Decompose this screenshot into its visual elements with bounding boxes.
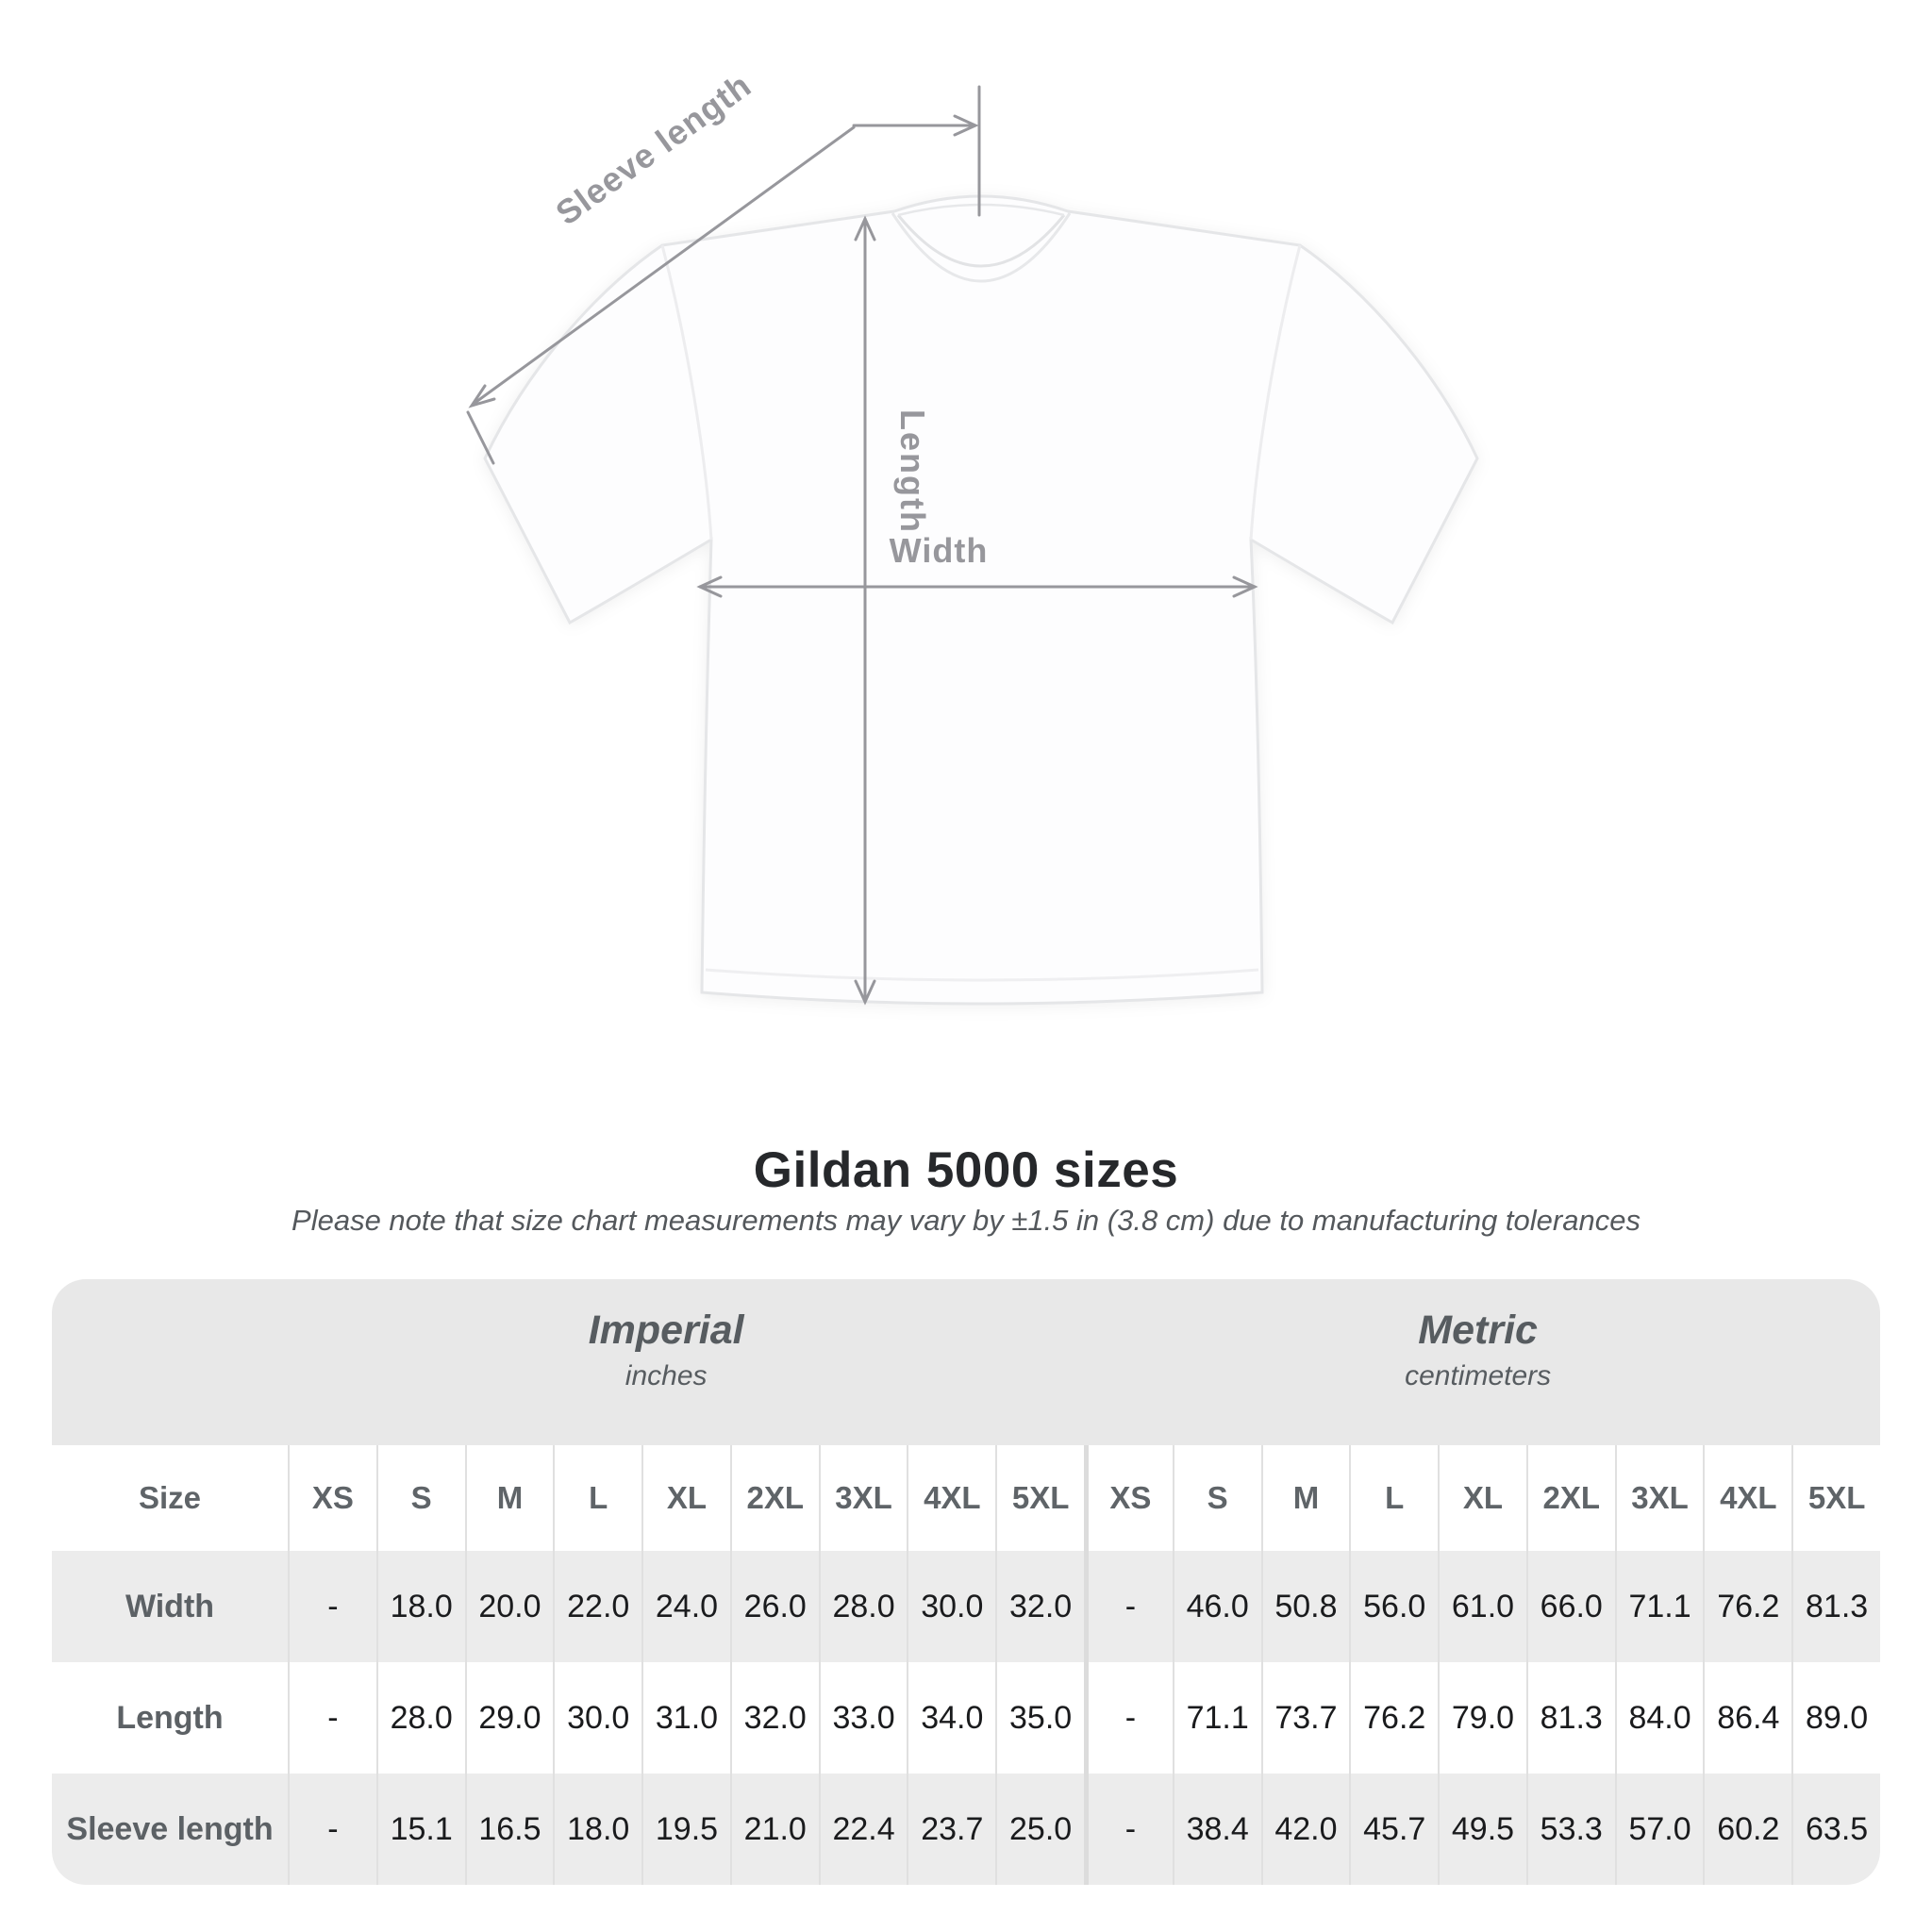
table-row-length: [52, 1662, 1880, 1774]
metric-value-XL: 49.5: [1438, 1774, 1526, 1885]
table-rows: [52, 1551, 1880, 1885]
metric-value-XS: -: [1084, 1662, 1173, 1774]
sleeve-length-label: Sleeve length: [548, 65, 758, 233]
metric-value-M: 73.7: [1261, 1662, 1350, 1774]
unit-header-band: [52, 1279, 1880, 1445]
size-col-imperial-4XL: 4XL: [907, 1445, 995, 1551]
metric-value-5XL: 81.3: [1791, 1551, 1880, 1662]
size-col-metric-4XL: 4XL: [1703, 1445, 1791, 1551]
metric-value-2XL: 53.3: [1526, 1774, 1615, 1885]
metric-value-S: 46.0: [1173, 1551, 1261, 1662]
imperial-value-XS: -: [288, 1774, 376, 1885]
imperial-value-S: 18.0: [376, 1551, 465, 1662]
imperial-value-5XL: 32.0: [995, 1551, 1084, 1662]
metric-value-XS: -: [1084, 1774, 1173, 1885]
size-col-metric-S: S: [1173, 1445, 1261, 1551]
size-header-row: [52, 1445, 1880, 1551]
imperial-group-header: [589, 1306, 744, 1398]
size-col-metric-XS: XS: [1084, 1445, 1173, 1551]
metric-value-S: 71.1: [1173, 1662, 1261, 1774]
length-label: Length: [893, 409, 932, 534]
table-row-width: [52, 1551, 1880, 1662]
imperial-value-XS: -: [288, 1551, 376, 1662]
imperial-value-M: 20.0: [465, 1551, 554, 1662]
metric-value-XL: 61.0: [1438, 1551, 1526, 1662]
size-col-imperial-3XL: 3XL: [819, 1445, 908, 1551]
size-col-imperial-5XL: 5XL: [995, 1445, 1084, 1551]
metric-value-3XL: 57.0: [1615, 1774, 1704, 1885]
table-row-sleeve-length: [52, 1774, 1880, 1885]
imperial-value-L: 22.0: [553, 1551, 641, 1662]
size-col-imperial-XL: XL: [641, 1445, 730, 1551]
metric-value-3XL: 71.1: [1615, 1551, 1704, 1662]
imperial-value-2XL: 21.0: [730, 1774, 819, 1885]
metric-value-L: 56.0: [1349, 1551, 1438, 1662]
metric-value-4XL: 86.4: [1703, 1662, 1791, 1774]
imperial-value-5XL: 25.0: [995, 1774, 1084, 1885]
size-col-metric-2XL: 2XL: [1526, 1445, 1615, 1551]
metric-value-M: 50.8: [1261, 1551, 1350, 1662]
imperial-value-5XL: 35.0: [995, 1662, 1084, 1774]
imperial-value-XL: 19.5: [641, 1774, 730, 1885]
imperial-value-4XL: 30.0: [907, 1551, 995, 1662]
imperial-value-L: 30.0: [553, 1662, 641, 1774]
metric-value-2XL: 81.3: [1526, 1662, 1615, 1774]
metric-value-5XL: 63.5: [1791, 1774, 1880, 1885]
size-col-metric-XL: XL: [1438, 1445, 1526, 1551]
metric-value-4XL: 76.2: [1703, 1551, 1791, 1662]
imperial-value-3XL: 33.0: [819, 1662, 908, 1774]
imperial-value-4XL: 23.7: [907, 1774, 995, 1885]
imperial-value-3XL: 28.0: [819, 1551, 908, 1662]
metric-value-3XL: 84.0: [1615, 1662, 1704, 1774]
size-col-imperial-L: L: [553, 1445, 641, 1551]
imperial-value-S: 15.1: [376, 1774, 465, 1885]
metric-value-5XL: 89.0: [1791, 1662, 1880, 1774]
page-title: Gildan 5000 sizes: [753, 1142, 1179, 1198]
imperial-value-XS: -: [288, 1662, 376, 1774]
imperial-value-2XL: 26.0: [730, 1551, 819, 1662]
metric-unit: centimeters: [1405, 1360, 1552, 1391]
imperial-value-S: 28.0: [376, 1662, 465, 1774]
size-col-imperial-S: S: [376, 1445, 465, 1551]
metric-value-2XL: 66.0: [1526, 1551, 1615, 1662]
imperial-unit: inches: [625, 1360, 708, 1391]
size-col-metric-3XL: 3XL: [1615, 1445, 1704, 1551]
row-label: Sleeve length: [66, 1810, 274, 1847]
tolerance-note: Please note that size chart measurements may vary by ±1.5 in (3.8 cm) due to manufacturing tolerances: [291, 1204, 1641, 1237]
metric-value-XS: -: [1084, 1551, 1173, 1662]
imperial-value-M: 16.5: [465, 1774, 554, 1885]
metric-value-M: 42.0: [1261, 1774, 1350, 1885]
imperial-value-XL: 31.0: [641, 1662, 730, 1774]
size-col-imperial-XS: XS: [288, 1445, 376, 1551]
metric-value-S: 38.4: [1173, 1774, 1261, 1885]
row-label: Length: [116, 1699, 224, 1736]
size-col-imperial-M: M: [465, 1445, 554, 1551]
imperial-value-M: 29.0: [465, 1662, 554, 1774]
size-col-imperial-2XL: 2XL: [730, 1445, 819, 1551]
imperial-value-3XL: 22.4: [819, 1774, 908, 1885]
metric-value-L: 76.2: [1349, 1662, 1438, 1774]
metric-label: Metric: [1418, 1307, 1538, 1353]
width-label: Width: [889, 531, 989, 570]
row-label: Width: [125, 1588, 215, 1624]
size-col-metric-L: L: [1349, 1445, 1438, 1551]
size-col-metric-M: M: [1261, 1445, 1350, 1551]
imperial-value-2XL: 32.0: [730, 1662, 819, 1774]
size-col-metric-5XL: 5XL: [1791, 1445, 1880, 1551]
size-column-header: Size: [138, 1480, 202, 1515]
imperial-value-XL: 24.0: [641, 1551, 730, 1662]
metric-group-header: [1405, 1306, 1551, 1398]
imperial-value-L: 18.0: [553, 1774, 641, 1885]
metric-value-L: 45.7: [1349, 1774, 1438, 1885]
tshirt-illustration: [485, 196, 1477, 1004]
metric-value-XL: 79.0: [1438, 1662, 1526, 1774]
size-chart-table: [52, 1279, 1880, 1885]
imperial-value-4XL: 34.0: [907, 1662, 995, 1774]
metric-value-4XL: 60.2: [1703, 1774, 1791, 1885]
imperial-label: Imperial: [588, 1307, 744, 1353]
